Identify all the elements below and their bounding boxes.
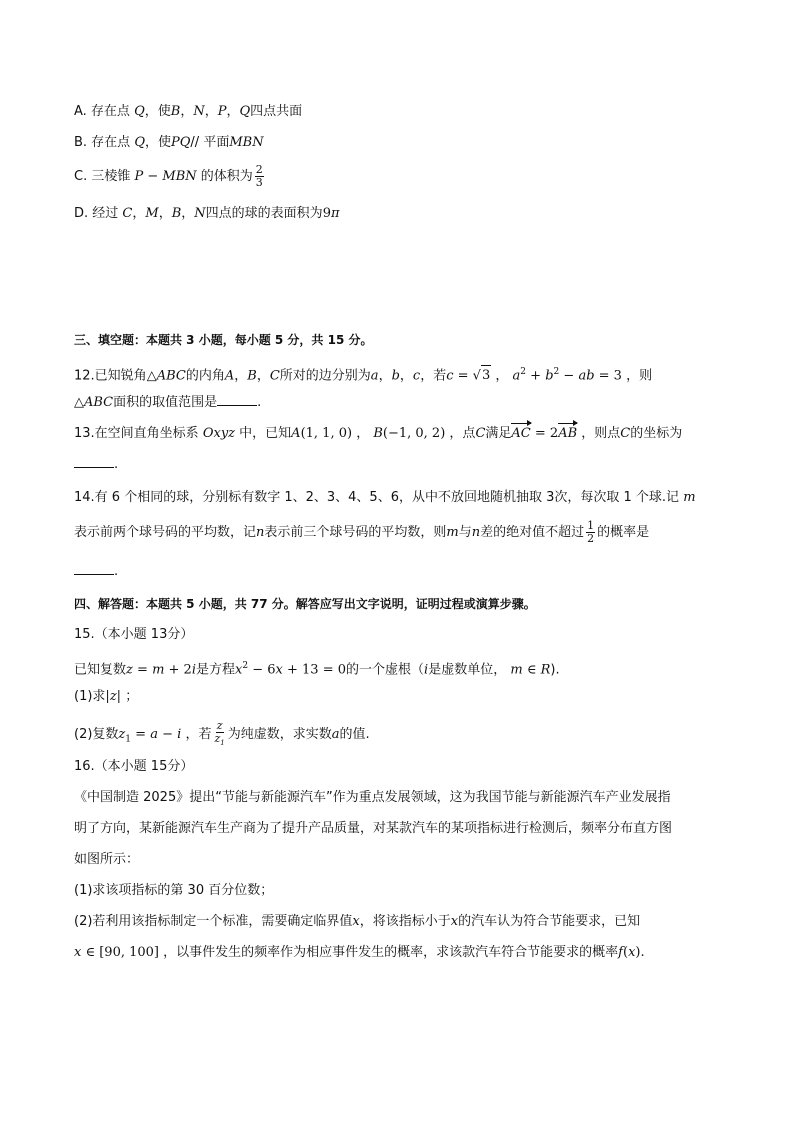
answer-blank (74, 562, 114, 575)
question-16-part-1: (1)求该项指标的第 30 百分位数； (74, 883, 274, 898)
question-15-stem: 已知复数z = m + 2i是方程$x^2 - 6x + 13 = 0$的一个虚根（i是虚数单位， m ∈ R). (74, 661, 560, 678)
question-13-line-1: 13.在空间直角坐标系 Oxyz 中，已知A(1, 1, 0) ， B(−1, 0, 2) ，点C满足AC = 2AB ，则点C的坐标为 (74, 424, 682, 444)
question-16-part-2-cont: x ∈ [90, 100] ，以事件发生的频率作为相应事件发生的概率，求该款汽车符合节能要求的概率f(x). (74, 945, 645, 960)
section-4-heading: 四、解答题：本题共 5 小题，共 77 分。解答应写出文字说明，证明过程或演算步骤。 (74, 597, 536, 611)
question-13-line-2: . (74, 455, 118, 475)
question-14-line-3: . (74, 562, 118, 582)
option-b: B. 存在点 Q，使PQ// 平面MBN (74, 135, 264, 150)
answer-blank (217, 393, 257, 406)
option-c: C. 三棱锥 P − MBN 的体积为 $\frac{2}{3}$ (74, 163, 263, 189)
question-16-part-2: (2)若利用该指标制定一个标准，需要确定临界值x，将该指标小于x的汽车认为符合节能要求，已知 (74, 914, 641, 929)
question-14-line-1: 14.有 6 个相同的球，分别标有数字 1、2、3、4、5、6，从中不放回地随机抽取 3次，每次取 1 个球.记 m (74, 490, 696, 505)
question-15-title: 15.（本小题 13分） (74, 627, 194, 642)
question-16-para-2: 明了方向，某新能源汽车生产商为了提升产品质量，对某款汽车的某项指标进行检测后，频率分布直方图 (74, 821, 673, 836)
question-12-line-1: 12.已知锐角△ABC的内角A，B，C所对的边分别为a，b，c，若c = √3 ， $a^2 + b^2$ − ab = 3 ，则 (74, 362, 652, 386)
option-d: D. 经过 C，M，B，N四点的球的表面积为9π (74, 206, 340, 221)
question-12-line-2: △ABC面积的取值范围是 . (74, 395, 262, 410)
question-15-part-2: (2)复数$z_1 = a - i$ ，若 $\frac{z}{z_1}$ 为纯虚数，求实数a的值. (74, 719, 370, 748)
question-15-part-1: (1)求|z| ； (74, 689, 139, 704)
question-16-para-3: 如图所示： (74, 852, 140, 867)
question-16-title: 16.（本小题 15分） (74, 759, 194, 774)
fraction-one-half: $\frac{1}{2}$ (587, 519, 595, 545)
question-14-line-2: 表示前两个球号码的平均数，记n表示前三个球号码的平均数，则m与n差的绝对值不超过 $\frac{1}{2}$ 的概率是 (74, 519, 650, 545)
section-3-heading: 三、填空题：本题共 3 小题，每小题 5 分，共 15 分。 (74, 333, 373, 347)
fraction-z-over-z1: $\frac{z}{z_1}$ (214, 719, 225, 748)
question-16-para-1: 《中国制造 2025》提出“节能与新能源汽车”作为重点发展领域，这为我国节能与新能源汽车产业发展指 (74, 790, 671, 805)
answer-blank (74, 455, 114, 468)
option-a: A. 存在点 Q，使B，N，P，Q四点共面 (74, 104, 303, 119)
fraction-two-thirds: $\frac{2}{3}$ (255, 163, 263, 189)
